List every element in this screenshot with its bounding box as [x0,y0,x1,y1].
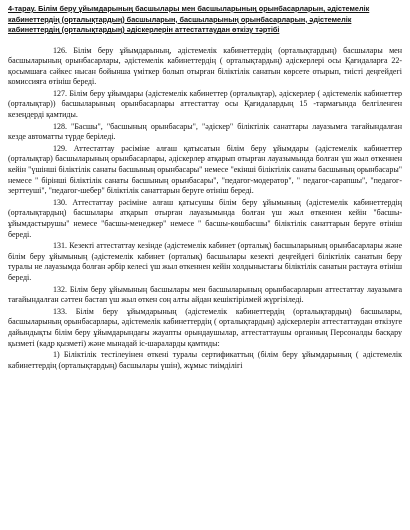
paragraph-127: 127. Білім беру ұйымдары (әдістемелік кабинеттер (орталықтар), әдіскерлер ( әдістемелік кабинеттер (орталықтар)) басшыларының орынбасарлары аттестаттау осы Қағидалардың 15 -тармағында белгіленген кезеңдерді қамтиды. [8,88,402,120]
paragraph-128: 128. "Басшы", "басшының орынбасары", "әдіскер" біліктілік санаттары лауазымға тағайындалған кезде автоматты түрде беріледі. [8,121,402,142]
paragraph-133: 133. Білім беру ұйымдарының (әдістемелік кабинеттердің (орталықтардың) басшылары, басшыларының орынбасарлары, әдістемелік кабинеттердің ( орталықтардың) әдіскерлерін аттестаттаудан өткізуге дайындықты білім беру ұйымдарындағы жауапты орындаушылар, аттестаттаушы органның Персоналды басқару қызметі (кадр қызметі) және мынадай іс-шараларды қамтиды: [8,306,402,348]
chapter-heading: 4-тарау. Білім беру ұйымдарының басшылары мен басшыларының орынбасарларын, әдістемелік кабинеттердің (орталықтардың) басшыларын, басшыларының орынбасарларын, әдістемелік кабинеттердің (орталықтардың) әдіскерлерін аттестаттаудан өткізу тәртібі [8,4,370,34]
paragraph-132: 132. Білім беру ұйымының басшылары мен басшыларының орынбасарларын аттестаттау лауазымға тағайындалған сәттен бастап үш жыл өткен соң алты айдан кешіктірілмей жүргізіледі. [8,284,402,305]
paragraph-131: 131. Кезекті аттестаттау кезінде (әдістемелік кабинет (орталық) басшыларының орынбасарлары және білім беру ұйымының (әдістемелік кабинет (орталық) басшылары кезекті деңгейдегі біліктілік санатын беру туралы не лауазымда болған әрбір келесі үш жыл өткеннен кейін холдыныстағы біліктілік санатын растауға өтініш береді. [8,241,402,282]
paragraph-129: 129. Аттестаттау рәсіміне алғаш қатысатын білім беру ұйымдары (әдістемелік кабинеттер (орталықтар) басшыларының орынбасарлары, әдіскерлер атқарып отырған лауазымында болған үш жыл өткеннен кейін "үшінші біліктілік санаты басшының орынбасары" немесе "екінші біліктілік санаты басшының орынбасары" немесе " бірінші біліктілік санаты басшының орынбасары", "педагог-модератор", " педагог-сарапшы", "педагог-зерттеуші", "педагог-шебер" біліктілік санаттарын беруге өтініш береді. [8,143,402,196]
paragraph-130: 130. Аттестаттау рәсіміне алғаш қатысушы білім беру ұйымының (әдістемелік кабинеттердің (орталықтардың) басшылары атқарып отырған лауазымында болған үш жыл өткеннен кейін "басшы-ұйымдастырушы" немесе "басшы-менеджер" немесе " басшы-көшбасшы" біліктілік санаттарын беруге өтініш береді. [8,197,402,239]
paragraph-133-item-1: 1) Біліктілік тестілеуінен өткені туралы сертификаттың (білім беру ұйымдарының ( әдістемелік кабинеттердің (орталықтардың) басшылары үшін), жұмыс тиімділігі [8,350,402,370]
paragraph-126: 126. Білім беру ұйымдарының, әдістемелік кабинеттердің (орталықтардың) басшылары мен басшыларының орынбасарлары, әдістемелік кабинеттердің ( орталықтардың) әдіскерлері осы Қағидаларға 22-қосымшаға сәйкес нысан бойынша үміткер болып отырған біліктілік санатын көрсете отырып, тиісті деңгейдегі комиссияға өтініш береді. [8,45,402,87]
